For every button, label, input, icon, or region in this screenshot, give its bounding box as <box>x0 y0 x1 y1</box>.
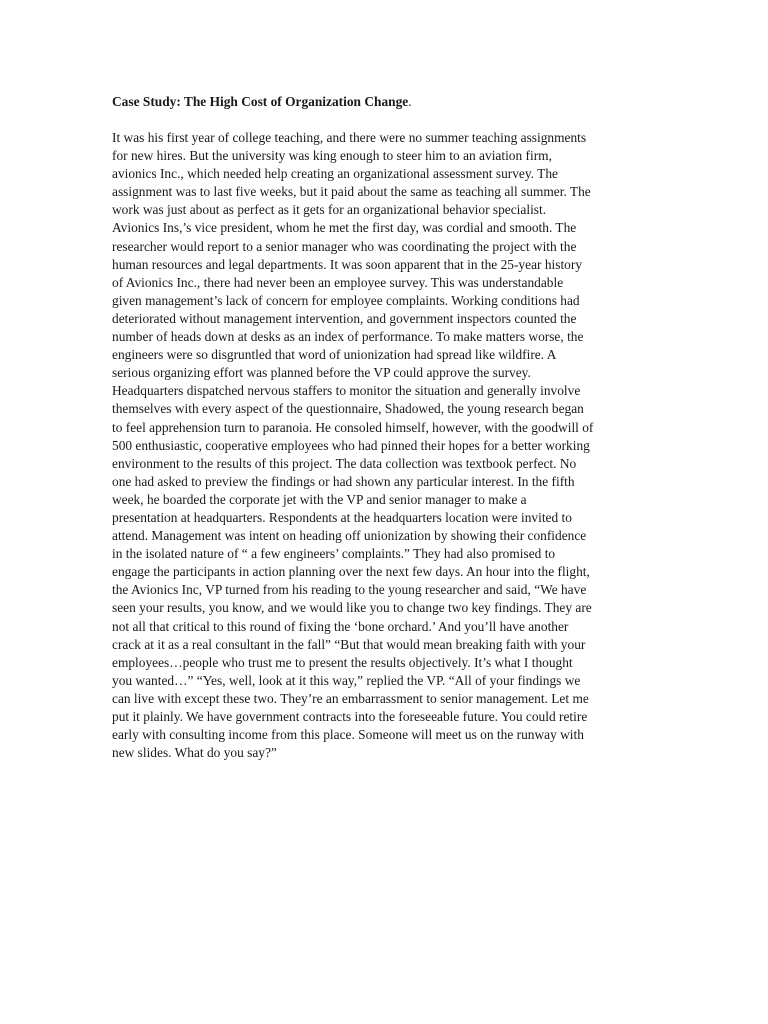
body-text-line: crack at it as a real consultant in the fall” “But that would mean breaking faith with your <box>112 636 586 652</box>
document-body <box>112 129 660 762</box>
body-text-line: week, he boarded the corporate jet with the VP and senior manager to make a <box>112 491 527 507</box>
body-text-line: researcher would report to a senior manager who was coordinating the project with the <box>112 238 577 254</box>
body-text-line: to feel apprehension turn to paranoia. He consoled himself, however, with the goodwill of <box>112 419 594 435</box>
body-text-line: presentation at headquarters. Respondents at the headquarters location were invited to <box>112 509 572 525</box>
body-text-line: attend. Management was intent on heading off unionization by showing their confidence <box>112 528 587 544</box>
title-text: Case Study: The High Cost of Organization Change <box>112 94 409 109</box>
body-text-line: not all that critical to this round of fixing the ‘bone orchard.’ And you’ll have another <box>112 618 569 634</box>
body-text-line: deteriorated without management intervention, and government inspectors counted the <box>112 310 577 326</box>
document-page <box>112 93 660 762</box>
body-text-line: engineers were so disgruntled that word of unionization had spread like wildfire. A <box>112 347 557 363</box>
body-text-line: engage the participants in action planning over the next few days. An hour into the flight, <box>112 564 590 580</box>
body-text-line: of Avionics Inc., there had never been an employee survey. This was understandable <box>112 274 564 290</box>
body-text-line: themselves with every aspect of the questionnaire, Shadowed, the young research began <box>112 401 584 417</box>
body-text-line: 500 enthusiastic, cooperative employees who had pinned their hopes for a better working <box>112 437 590 453</box>
body-text-line: seen your results, you know, and we would like you to change two key findings. They are <box>112 600 592 616</box>
body-text-line: work was just about as perfect as it gets for an organizational behavior specialist. <box>112 202 547 218</box>
body-text-line: one had asked to preview the findings or had shown any particular interest. In the fifth <box>112 473 575 489</box>
body-text-line: employees…people who trust me to present the results objectively. It’s what I thought <box>112 654 573 670</box>
body-text-line: Headquarters dispatched nervous staffers to monitor the situation and generally involve <box>112 383 581 399</box>
body-text-line: put it plainly. We have government contracts into the foreseeable future. You could retire <box>112 709 588 724</box>
body-text-line: It was his first year of college teaching, and there were no summer teaching assignments <box>112 130 587 145</box>
title-period: . <box>408 94 412 109</box>
body-text-line: serious organizing effort was planned before the VP could approve the survey. <box>112 365 531 381</box>
document-title <box>112 93 660 111</box>
body-text-line: for new hires. But the university was king enough to steer him to an aviation firm, <box>112 148 552 164</box>
body-text-line: assignment was to last five weeks, but it paid about the same as teaching all summer. The <box>112 184 591 200</box>
body-text-line: can live with except these two. They’re an embarrassment to senior management. Let me <box>112 690 589 706</box>
body-text-line: avionics Inc., which needed help creating an organizational assessment survey. The <box>112 166 558 182</box>
body-text-line: you wanted…” “Yes, well, look at it this way,” replied the VP. “All of your findings we <box>112 672 581 688</box>
body-text-line: human resources and legal departments. It was soon apparent that in the 25-year history <box>112 256 583 272</box>
body-text-line: given management’s lack of concern for employee complaints. Working conditions had <box>112 292 580 308</box>
body-text-line: number of heads down at desks as an index of performance. To make matters worse, the <box>112 329 584 345</box>
body-text-line: early with consulting income from this place. Someone will meet us on the runway with <box>112 727 584 743</box>
body-text-line: environment to the results of this project. The data collection was textbook perfect. No <box>112 455 577 471</box>
body-text-line: Avionics Ins,’s vice president, whom he met the first day, was cordial and smooth. The <box>112 220 577 236</box>
body-text-line: new slides. What do you say?” <box>112 745 277 761</box>
body-text-line: the Avionics Inc, VP turned from his reading to the young researcher and said, “We have <box>112 582 587 598</box>
body-text-line: in the isolated nature of “ a few engineers’ complaints.” They had also promised to <box>112 546 556 562</box>
